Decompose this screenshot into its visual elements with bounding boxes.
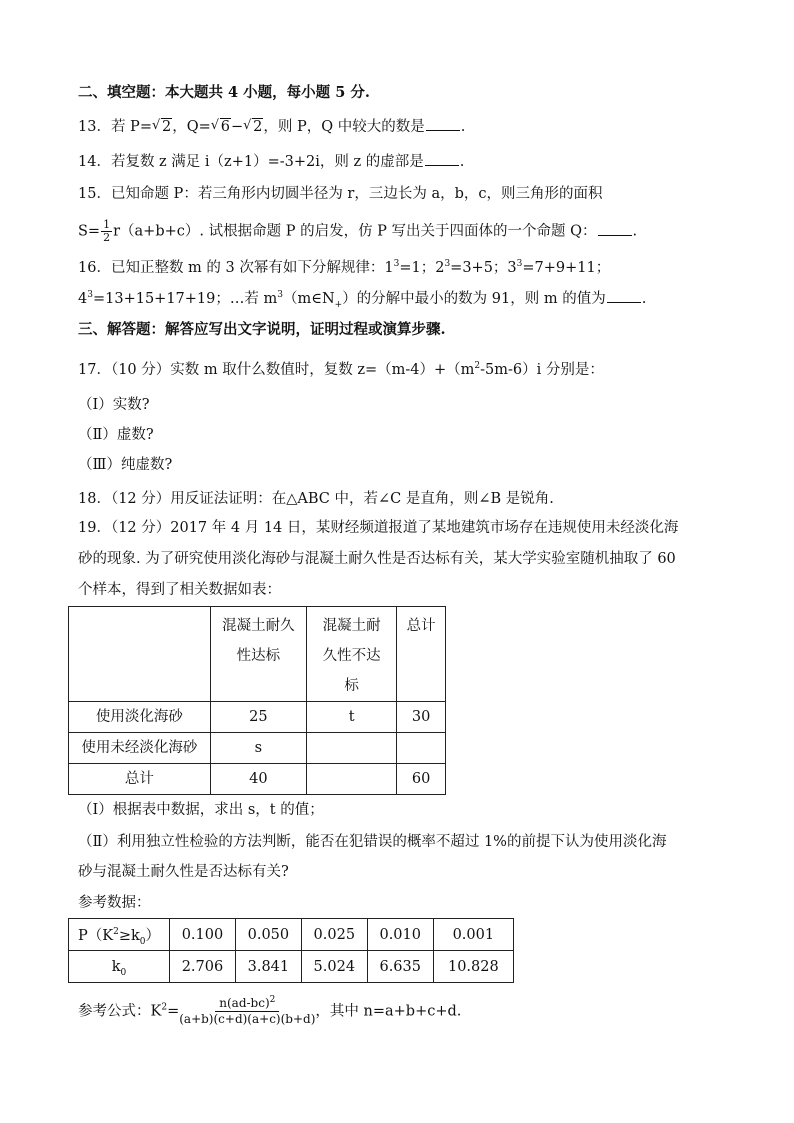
q15-frac-den: 2 bbox=[103, 231, 111, 244]
q16-line1-c: =3+5；3 bbox=[450, 260, 517, 276]
answer-blank bbox=[426, 116, 460, 131]
formula-numerator bbox=[215, 996, 279, 1012]
table-header-cell bbox=[397, 607, 446, 702]
question-19-part-1: （Ⅰ）根据表中数据，求出 s，t 的值； bbox=[78, 802, 324, 818]
formula-denominator: (a+b)(c+d)(a+c)(b+d) bbox=[179, 1012, 316, 1026]
k-label: k bbox=[111, 958, 121, 975]
formula-k-exp: 2 bbox=[161, 1002, 168, 1013]
q17-exp: 2 bbox=[474, 361, 481, 372]
q17-text-b: -5m-6）i 分别是： bbox=[480, 362, 604, 378]
table-cell: 10.828 bbox=[433, 951, 513, 983]
answer-blank bbox=[607, 288, 641, 303]
formula-num-exp: 2 bbox=[269, 995, 276, 1005]
sqrt-2-q: √ 2 bbox=[243, 118, 263, 135]
table-header-cell bbox=[69, 607, 211, 702]
sqrt-2-p: √ 2 bbox=[151, 118, 172, 135]
table-cell: 使用未经淡化海砂 bbox=[69, 733, 211, 764]
formula-eq: = bbox=[167, 1003, 180, 1020]
p-label-b: ≥k bbox=[118, 928, 140, 944]
table-row bbox=[69, 702, 446, 733]
table-header-row bbox=[69, 607, 446, 702]
q16-line2-b: =13+15+17+19；…若 m bbox=[92, 291, 278, 307]
table-cell: 5.024 bbox=[301, 951, 367, 983]
question-19-part-2-line-1: （Ⅱ）利用独立性检验的方法判断，能否在犯错误的概率不超过 1%的前提下认为使用淡化海 bbox=[78, 834, 667, 850]
table-cell: 60 bbox=[397, 764, 446, 795]
header-line: 久性不达 bbox=[322, 648, 381, 664]
q13-p-radicand: 2 bbox=[161, 119, 172, 135]
q13-q-radicand-2: 2 bbox=[253, 119, 263, 135]
section-3-heading: 三、解答题：解答应写出文字说明，证明过程或演算步骤. bbox=[78, 321, 446, 338]
formula-k: K bbox=[150, 1003, 162, 1020]
table-cell: 0.001 bbox=[433, 919, 513, 951]
q13-minus: − bbox=[230, 119, 244, 135]
reference-data-label: 参考数据： bbox=[78, 895, 151, 911]
table-row bbox=[69, 919, 514, 951]
formula-num-a: n(ad-bc) bbox=[219, 996, 270, 1010]
question-17-part-1: （Ⅰ）实数? bbox=[78, 397, 150, 413]
table-cell: 0.050 bbox=[235, 919, 301, 951]
table-row bbox=[69, 764, 446, 795]
question-17-part-3: （Ⅲ）纯虚数? bbox=[78, 457, 173, 473]
p-label-a: P（K bbox=[78, 928, 114, 944]
header-line: 标 bbox=[344, 678, 359, 694]
question-19-line-3: 个样本，得到了相关数据如表： bbox=[78, 582, 281, 598]
reference-formula bbox=[78, 996, 461, 1027]
table-cell: 3.841 bbox=[235, 951, 301, 983]
question-19-line-2: 砂的现象. 为了研究使用淡化海砂与混凝土耐久性是否达标有关，某大学实验室随机抽取了 60 bbox=[78, 551, 676, 567]
table-cell bbox=[307, 733, 397, 764]
q13-prefix: 13．若 P= bbox=[78, 119, 152, 135]
p-label-sup: 2 bbox=[113, 927, 119, 938]
q15-line2-rest: r（a+b+c）. 试根据命题 P 的启发，仿 P 写出关于四面体的一个命题 Q： bbox=[113, 223, 597, 240]
table-cell: 0.010 bbox=[367, 919, 433, 951]
sqrt-6: √ 6 bbox=[210, 118, 230, 135]
question-19-line-1: 19．（12 分）2017 年 4 月 14 日，某财经频道报道了某地建筑市场存在违规使用未经淡化海 bbox=[78, 520, 679, 536]
question-19-part-2-line-2: 砂与混凝土耐久性是否达标有关? bbox=[78, 864, 289, 880]
table-cell: 使用淡化海砂 bbox=[69, 702, 211, 733]
table-cell: 0.100 bbox=[170, 919, 236, 951]
table-row bbox=[69, 951, 514, 983]
q16-line2-c: （m∈N bbox=[282, 291, 335, 307]
question-17 bbox=[78, 360, 604, 380]
header-line: 混凝土耐久 bbox=[222, 618, 295, 634]
question-15-line-2 bbox=[78, 219, 637, 244]
q17-text-a: 17．（10 分）实数 m 取什么数值时，复数 z=（m-4）+（m bbox=[78, 362, 475, 378]
table-header-cell bbox=[210, 607, 306, 702]
q13-q-radicand-1: 6 bbox=[220, 119, 230, 135]
q16-exp-1: 3 bbox=[393, 259, 400, 270]
q16-exp-2: 3 bbox=[444, 259, 451, 270]
header-line: 混凝土耐 bbox=[322, 618, 381, 634]
table-cell: 6.635 bbox=[367, 951, 433, 983]
table-cell: s bbox=[210, 733, 306, 764]
question-16-line-1 bbox=[78, 258, 610, 278]
table-header-cell bbox=[307, 607, 397, 702]
answer-blank bbox=[425, 151, 459, 166]
contingency-table bbox=[68, 606, 446, 795]
table-cell bbox=[69, 919, 170, 951]
formula-label: 参考公式： bbox=[78, 1003, 151, 1020]
question-17-part-2: （Ⅱ）虚数? bbox=[78, 427, 154, 443]
table-cell: t bbox=[307, 702, 397, 733]
q16-line2-d: ）的分解中最小的数为 91，则 m 的值为 bbox=[342, 291, 606, 307]
q16-exp-4: 3 bbox=[87, 290, 93, 301]
q15-end: . bbox=[632, 223, 638, 240]
table-cell bbox=[307, 764, 397, 795]
q16-exp-3: 3 bbox=[516, 259, 523, 270]
q13-suffix: ，则 P，Q 中较大的数是 bbox=[263, 119, 425, 135]
question-14 bbox=[78, 151, 464, 172]
q16-line1-a: 16．已知正整数 m 的 3 次幂有如下分解规律：1 bbox=[78, 260, 394, 276]
q13-end: . bbox=[460, 119, 466, 135]
critical-value-table bbox=[68, 918, 514, 983]
table-cell bbox=[397, 733, 446, 764]
q16-exp-m: 3 bbox=[277, 290, 283, 301]
table-cell: 40 bbox=[210, 764, 306, 795]
formula-tail: ，其中 n=a+b+c+d. bbox=[315, 1003, 462, 1020]
q16-line1-d: =7+9+11； bbox=[522, 260, 611, 276]
q16-line2-a: 4 bbox=[78, 291, 88, 307]
table-cell: 30 bbox=[397, 702, 446, 733]
answer-blank bbox=[598, 221, 632, 236]
table-cell bbox=[69, 951, 170, 983]
table-cell: 2.706 bbox=[170, 951, 236, 983]
q16-plus-sub: + bbox=[334, 299, 343, 310]
q14-text: 14．若复数 z 满足 i（z+1）=-3+2i，则 z 的虚部是 bbox=[78, 154, 424, 170]
table-row bbox=[69, 733, 446, 764]
header-line: 性达标 bbox=[236, 648, 281, 664]
question-18: 18．（12 分）用反证法证明：在△ABC 中，若∠C 是直角，则∠B 是锐角. bbox=[78, 491, 554, 507]
q15-s-prefix: S= bbox=[78, 223, 101, 240]
question-13 bbox=[78, 116, 465, 137]
header-line: 总计 bbox=[406, 618, 436, 634]
q13-q-prefix: ，Q= bbox=[172, 119, 211, 135]
section-2-heading: 二、填空题：本大题共 4 小题，每小题 5 分. bbox=[78, 84, 370, 101]
question-15-line-1: 15．已知命题 P：若三角形内切圆半径为 r，三边长为 a，b，c，则三角形的面积 bbox=[78, 186, 603, 202]
chi-square-fraction bbox=[179, 996, 315, 1027]
table-cell: 0.025 bbox=[301, 919, 367, 951]
q14-end: . bbox=[459, 154, 465, 170]
q15-frac-num: 1 bbox=[103, 218, 111, 231]
k-label-sub: 0 bbox=[120, 967, 127, 978]
table-cell: 总计 bbox=[69, 764, 211, 795]
p-label-c: ） bbox=[145, 928, 160, 944]
q16-end: . bbox=[641, 291, 647, 307]
fraction-one-half bbox=[101, 219, 112, 244]
p-label-sub: 0 bbox=[139, 936, 146, 947]
question-16-line-2 bbox=[78, 288, 646, 309]
q16-line1-b: =1；2 bbox=[399, 260, 445, 276]
table-cell: 25 bbox=[210, 702, 306, 733]
